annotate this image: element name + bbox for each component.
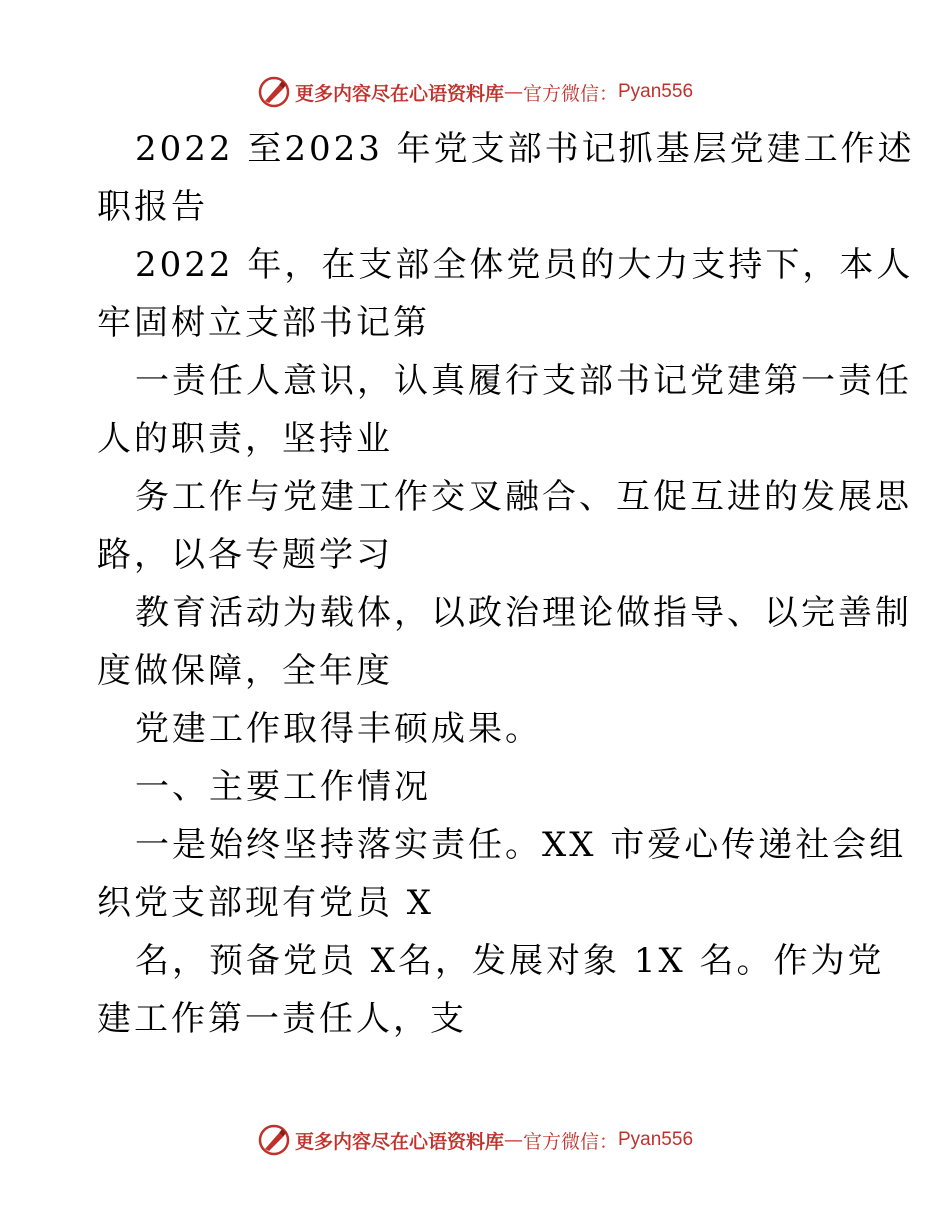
pen-logo-icon [257,1123,291,1157]
paragraph-line: 2022 年，在支部全体党员的大力支持下，本人 [135,245,914,285]
header-banner [0,72,950,112]
paragraph-line: 党建工作取得丰硕成果。 [135,709,542,749]
paragraph-line: 织党支部现有党员 X [97,883,435,923]
header-wechat-label: 官方微信： [522,82,618,105]
paragraph-line: 一是始终坚持落实责任。XX 市爱心传递社会组 [135,825,907,865]
paragraph-line: 务工作与党建工作交叉融合、互促互进的发展思 [135,477,912,517]
paragraph-line: 教育活动为载体，以政治理论做指导、以完善制 [135,593,912,633]
title-line-2: 职报告 [97,187,208,227]
header-banner-separator: — [503,81,523,103]
footer-wechat-id: Pyan556 [618,1129,694,1150]
footer-banner [0,1120,950,1160]
paragraph-line: 路，以各专题学习 [97,535,393,575]
paragraph-line: 名，预备党员 X名，发展对象 1X 名。作为党 [135,941,885,981]
document-body [97,120,915,1048]
section-heading: 一、主要工作情况 [135,767,431,807]
title-line-1: 2022 至2023 年党支部书记抓基层党建工作述 [135,129,915,169]
footer-wechat-label: 官方微信： [522,1130,618,1153]
footer-banner-text: 更多内容尽在心语资料库 [294,1130,504,1153]
paragraph-line: 人的职责，坚持业 [97,419,393,459]
header-wechat-id: Pyan556 [618,81,694,102]
pen-logo-icon [257,75,291,109]
paragraph-line: 建工作第一责任人，支 [97,999,467,1039]
paragraph-line: 一责任人意识，认真履行支部书记党建第一责任 [135,361,912,401]
footer-banner-separator: — [503,1129,523,1151]
paragraph-line: 牢固树立支部书记第 [97,303,430,343]
paragraph-line: 度做保障，全年度 [97,651,393,691]
header-banner-text: 更多内容尽在心语资料库 [294,82,504,105]
